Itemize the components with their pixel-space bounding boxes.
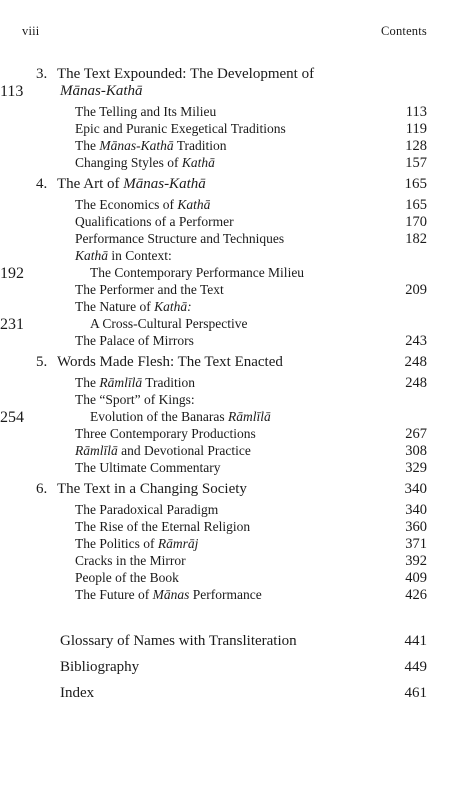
- toc-page-number: 248: [404, 354, 427, 370]
- toc-entry-title: [36, 481, 247, 498]
- toc-chapter-entry: [0, 481, 465, 499]
- italic-term: Kathā: [75, 248, 109, 263]
- toc-section-entry: [0, 104, 465, 122]
- toc-page-number: 113: [405, 104, 427, 120]
- title-text: Performance Structure and Techniques: [75, 231, 285, 246]
- toc-section-entry: [0, 375, 465, 393]
- toc-entry-title: [75, 155, 215, 171]
- title-text: Epic and Puranic Exegetical Traditions: [75, 121, 286, 136]
- toc-chapter-entry: [0, 176, 465, 194]
- toc-section-entry: [0, 392, 465, 410]
- toc-page-number: 182: [405, 231, 427, 247]
- toc-section-entry: [0, 248, 465, 266]
- toc-page-number: 441: [404, 633, 427, 649]
- toc-page-number: 165: [404, 176, 427, 192]
- title-text: People of the Book: [75, 570, 179, 585]
- italic-term: Mānas-Kathā: [123, 176, 206, 192]
- title-text: Tradition: [173, 138, 227, 153]
- title-text: The Art of: [57, 176, 124, 192]
- toc-page-number: 340: [405, 502, 427, 518]
- toc-page-number: 248: [405, 375, 427, 391]
- toc-entry-title: [36, 354, 283, 371]
- toc-backmatter-entry: [0, 633, 465, 651]
- toc-section-entry: [0, 519, 465, 537]
- toc-entry-title: [90, 409, 271, 425]
- toc-entry-title: [75, 426, 256, 442]
- toc-section-entry: [0, 536, 465, 554]
- italic-term: Kathā: [181, 155, 215, 170]
- toc-page-number: 308: [405, 443, 427, 459]
- toc-section-entry: [0, 282, 465, 300]
- chapter-number: 4.: [36, 176, 48, 192]
- toc-page-number: 267: [405, 426, 427, 442]
- toc-entry-title: [75, 392, 195, 408]
- toc-entry-title: [75, 214, 234, 230]
- toc-page-number: 128: [405, 138, 427, 154]
- toc-page-number: 329: [405, 460, 427, 476]
- title-text: The Future of: [75, 587, 153, 602]
- toc-page-number: 409: [405, 570, 427, 586]
- title-text: A Cross-Cultural Perspective: [90, 316, 248, 331]
- title-text: Words Made Flesh: The Text Enacted: [57, 354, 283, 370]
- toc-entry-title: [36, 176, 206, 193]
- running-head: Contents: [380, 24, 427, 38]
- toc-page-number: 165: [405, 197, 427, 213]
- title-text: The Text Expounded: The Development of: [57, 66, 315, 82]
- toc-entry-title: [75, 502, 218, 518]
- toc-page-number: 231: [0, 316, 24, 333]
- toc-section-entry: [0, 138, 465, 156]
- toc-backmatter-entry: [0, 685, 465, 703]
- toc-section-entry: [0, 299, 465, 317]
- italic-term: Rāmlīlā: [227, 409, 271, 424]
- title-text: and Devotional Practice: [117, 443, 251, 458]
- title-text: Three Contemporary Productions: [75, 426, 256, 441]
- title-text: Index: [60, 685, 95, 701]
- title-text: The Nature of: [75, 299, 155, 314]
- toc-section-entry: [0, 121, 465, 139]
- toc-page-number: 360: [405, 519, 427, 535]
- toc-section-entry: [0, 426, 465, 444]
- toc-entry-title: [75, 197, 210, 213]
- title-text: Tradition: [142, 375, 196, 390]
- toc-section-entry: [0, 502, 465, 520]
- chapter-number: 5.: [36, 354, 48, 370]
- toc-page-number: 426: [405, 587, 427, 603]
- toc-section-entry: [0, 155, 465, 173]
- toc-section-entry: [0, 231, 465, 249]
- title-text: Glossary of Names with Transliteration: [60, 633, 297, 649]
- italic-term: Rāmrāj: [157, 536, 199, 551]
- toc-entry-title: [75, 248, 172, 264]
- toc-section-entry: [0, 214, 465, 232]
- toc-entry-title: [60, 659, 139, 676]
- title-text: The Economics of: [75, 197, 178, 212]
- toc-entry-title: [75, 570, 179, 586]
- toc-page-number: 170: [405, 214, 427, 230]
- toc-entry-title: [60, 685, 94, 702]
- toc-page-number: 157: [405, 155, 427, 171]
- title-text: Qualifications of a Performer: [75, 214, 234, 229]
- toc-entry-title: [36, 66, 314, 83]
- toc-section-entry: [0, 553, 465, 571]
- title-text: in Context:: [108, 248, 172, 263]
- toc-section-entry: [0, 570, 465, 588]
- toc-entry-title: [60, 633, 297, 650]
- title-text: The Telling and Its Milieu: [75, 104, 217, 119]
- toc-entry-title: [75, 104, 216, 120]
- toc-entry-title: [75, 553, 186, 569]
- toc-entry-title: [75, 519, 250, 535]
- toc-entry-title: [75, 299, 192, 315]
- title-text: The Paradoxical Paradigm: [75, 502, 219, 517]
- italic-term: Mānas: [152, 587, 190, 602]
- toc-section-entry: [0, 197, 465, 215]
- title-text: Cracks in the Mirror: [75, 553, 186, 568]
- toc-section-entry: [0, 265, 465, 283]
- page-number: viii: [22, 24, 40, 38]
- toc-page-number: 113: [0, 83, 24, 100]
- toc-page-number: 119: [405, 121, 427, 137]
- toc-section-entry: [0, 460, 465, 478]
- italic-term: Kathā:: [154, 299, 192, 314]
- toc-section-entry: [0, 333, 465, 351]
- title-text: Evolution of the Banaras: [90, 409, 228, 424]
- title-text: Bibliography: [60, 659, 140, 675]
- toc-page-number: 461: [404, 685, 427, 701]
- title-text: Changing Styles of: [75, 155, 182, 170]
- toc-section-entry: [0, 83, 465, 101]
- toc-entry-title: [75, 333, 194, 349]
- title-text: The Performer and the Text: [75, 282, 224, 297]
- toc-entry-title: [75, 121, 286, 137]
- toc-entry-title: [60, 83, 143, 100]
- italic-term: Rāmlīlā: [99, 375, 143, 390]
- toc-entry-title: [90, 265, 304, 281]
- toc-page-number: 340: [404, 481, 427, 497]
- toc-entry-title: [75, 587, 262, 603]
- title-text: The: [75, 138, 100, 153]
- toc-page-number: 254: [0, 409, 24, 426]
- title-text: Performance: [189, 587, 262, 602]
- title-text: The Palace of Mirrors: [75, 333, 194, 348]
- chapter-number: 3.: [36, 66, 48, 82]
- toc-page-number: 192: [0, 265, 24, 282]
- toc-page-number: 371: [405, 536, 427, 552]
- title-text: The “Sport” of Kings:: [75, 392, 195, 407]
- toc-chapter-entry: [0, 66, 465, 84]
- toc-entry-title: [75, 138, 227, 154]
- toc-chapter-entry: [0, 354, 465, 372]
- toc-section-entry: [0, 587, 465, 605]
- title-text: The: [75, 375, 100, 390]
- title-text: The Rise of the Eternal Religion: [75, 519, 251, 534]
- toc-page-number: 243: [405, 333, 427, 349]
- toc-entry-title: [75, 282, 224, 298]
- toc-entry-title: [75, 375, 195, 391]
- italic-term: Rāmlīlā: [75, 443, 118, 458]
- toc-section-entry: [0, 409, 465, 427]
- toc-section-entry: [0, 316, 465, 334]
- title-text: The Politics of: [75, 536, 158, 551]
- title-text: The Contemporary Performance Milieu: [90, 265, 305, 280]
- italic-term: Mānas-Kathā: [99, 138, 174, 153]
- toc-entry-title: [75, 536, 198, 552]
- toc-entry-title: [90, 316, 247, 332]
- chapter-number: 6.: [36, 481, 48, 497]
- toc-entry-title: [75, 231, 284, 247]
- toc-entry-title: [75, 443, 251, 459]
- toc-page-number: 449: [404, 659, 427, 675]
- title-text: The Text in a Changing Society: [57, 481, 247, 497]
- toc-section-entry: [0, 443, 465, 461]
- title-text: The Ultimate Commentary: [75, 460, 221, 475]
- toc-page-number: 209: [405, 282, 427, 298]
- toc-entry-title: [75, 460, 220, 476]
- toc-page-number: 392: [405, 553, 427, 569]
- toc-backmatter-entry: [0, 659, 465, 677]
- italic-term: Kathā: [177, 197, 211, 212]
- italic-term: Mānas-Kathā: [60, 83, 143, 99]
